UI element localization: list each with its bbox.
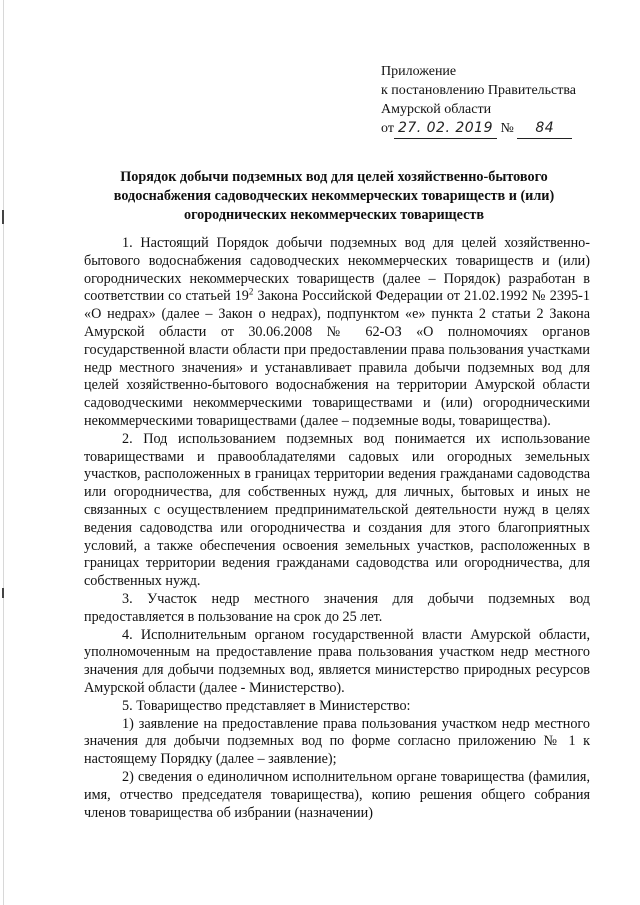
scan-mark: [2, 588, 4, 598]
paragraph-1-text-a: 1. Настоящий Порядок добычи подземных вод для целей хозяйственно-бытового водоснабжения садоводческих некоммерческих товариществ и (или) огороднических некоммерческих товариществ (далее – Порядок) разработан в соответствии со статьей 19: [84, 235, 590, 305]
paragraph-2: 2. Под использованием подземных вод понимается их использование товариществами и правообладателями садовых или огородных земельных участков, расположенных в границах территории ведения гражданами садоводства или огородничества, для собственных нужд, для личных, бытовых и иных не связанных с осуществлением предпринимательской деятельности нужд в целях ведения садоводства или огородничества и создания для этого благоприятных условий, а также обеспечения освоения земельных участков, расположенных в границах территории ведения гражданами садоводства или огородничества, для собственных нужд.: [84, 430, 590, 590]
handwritten-number: 84: [517, 119, 572, 139]
number-prefix: №: [500, 121, 514, 136]
paragraph-3: 3. Участок недр местного значения для добычи подземных вод предоставляется в пользование на срок до 25 лет.: [84, 590, 590, 625]
scan-mark: [2, 210, 4, 224]
paragraph-5: 5. Товарищество представляет в Министерство:: [122, 697, 411, 714]
paragraph-5-item-1: 1) заявление на предоставление права пользования участком недр местного значения для добычи подземных вод по форме согласно приложению № 1 к настоящему Порядку (далее – заявление);: [84, 715, 590, 768]
paragraph-5-item-2: 2) сведения о единоличном исполнительном органе товарищества (фамилия, имя, отчество председателя товарищества), копию решения общего собрания членов товарищества об избрании (назначении): [84, 768, 590, 821]
scan-left-edge: [3, 0, 4, 905]
paragraph-1-text-b: Закона Российской Федерации от 21.02.1992 № 2395-1 «О недрах» (далее – Закон о недрах), подпунктом «е» пункта 2 статьи 2 Закона Амурской области от 30.06.2008 № 62-ОЗ «О полномочиях органов государственной власти области при предоставлении права пользования участками недр местного значения» и устанавливает правила добычи подземных вод для целей хозяйственно-бытового водоснабжения на территории Амурской области садоводческими некоммерческими товариществами и (или) огородническими некоммерческими товариществами (далее – подземные воды, товарищества).: [84, 288, 590, 429]
appendix-region: Амурской области: [381, 102, 492, 117]
document-title: Порядок добычи подземных вод для целей хозяйственно-бытового водоснабжения садоводческих некоммерческих товариществ и (или) огороднических некоммерческих товариществ: [113, 169, 555, 223]
appendix-label: Приложение: [381, 64, 457, 79]
handwritten-date: 27. 02. 2019: [394, 119, 497, 139]
article-superscript: 2: [248, 286, 254, 297]
paragraph-4: 4. Исполнительным органом государственной власти Амурской области, уполномоченным на предоставление права пользования участком недр местного значения для добычи подземных вод, является министерство природных ресурсов Амурской области (далее - Министерство).: [84, 626, 590, 696]
document-body: [84, 235, 590, 822]
appendix-date-line: [381, 119, 631, 139]
paragraph-1: [84, 235, 590, 431]
appendix-resolution: к постановлению Правительства: [381, 83, 577, 98]
appendix-block: [381, 62, 631, 139]
date-prefix: от: [381, 121, 394, 136]
